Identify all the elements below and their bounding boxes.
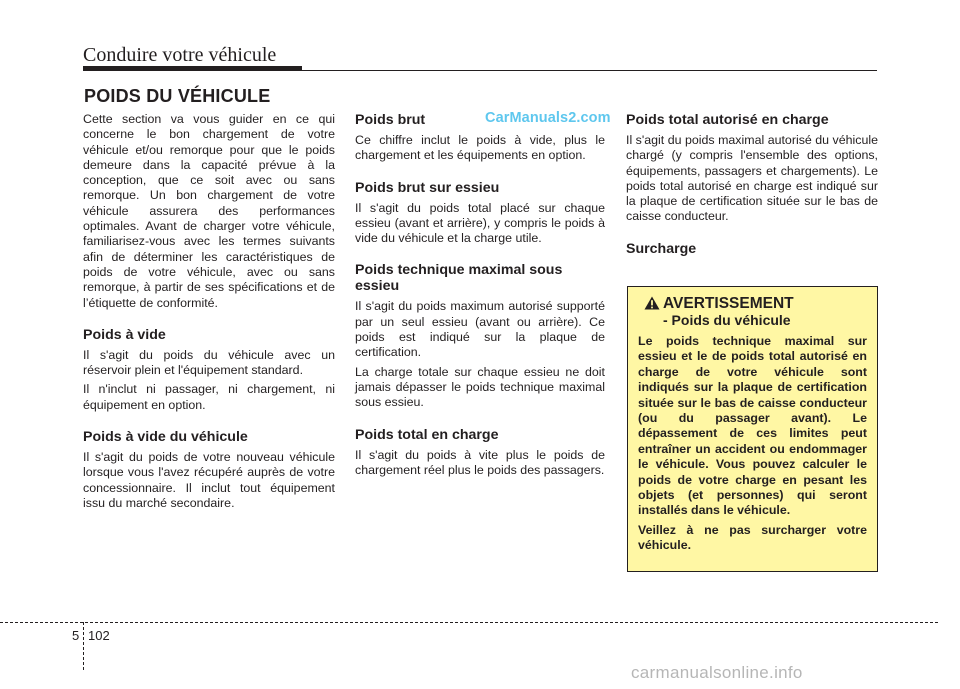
paragraph-poids-total-en-charge: Il s'agit du poids à vite plus le poids de chargement réel plus le poids des passagers. <box>355 447 605 477</box>
warning-subtitle: - Poids du véhicule <box>663 312 791 328</box>
warning-triangle-icon <box>644 296 660 310</box>
footer-dashed-rule <box>0 622 938 623</box>
paragraph-poids-brut-essieu: Il s'agit du poids total placé sur chaque essieu (avant et arrière), y compris le poids à vide du véhicule et la charge utile. <box>355 200 605 246</box>
paragraph-poids-total-autorise: Il s'agit du poids maximal autorisé du véhicule chargé (y compris l'ensemble des options, équipements, passagers et chargements). Le poids total autorisé en charge est indiqué sur la plaque de certification située sur le bas de caisse conducteur. <box>626 133 878 224</box>
paragraph-poids-brut: Ce chiffre inclut le poids à vide, plus le chargement et les équipements en option. <box>355 133 605 163</box>
page-number: 102 <box>88 628 110 643</box>
heading-surcharge: Surcharge <box>626 240 697 257</box>
paragraph-poids-technique-maximal-1: Il s'agit du poids maximum autorisé supporté par un seul essieu (avant ou arrière). Ce poids est indiqué sur la plaque de certification. <box>355 299 605 360</box>
running-header-title: Conduire votre véhicule <box>83 44 277 66</box>
heading-poids-a-vide: Poids à vide <box>83 326 166 343</box>
warning-header <box>638 295 867 312</box>
intro-paragraph: Cette section va vous guider en ce qui concerne le bon chargement de votre véhicule et/ou remorque pour que le poids demeure dans la capacité prévue à la conception, que ce soit avec ou sans remorque. Un bon chargement de votre véhicule assurera des performances optimales. Avant de charger votre véhicule, familiarisez-vous avec les termes suivants afin de déterminer les caractéristiques de poids de votre véhicule, avec ou sans remorque, à partir de ses spécifications et de l’étiquette de conformité. <box>83 112 335 310</box>
paragraph-poids-a-vide-2: Il n'inclut ni passager, ni chargement, ni équipement en option. <box>83 382 335 412</box>
heading-poids-total-en-charge: Poids total en charge <box>355 426 499 443</box>
heading-poids-brut-essieu: Poids brut sur essieu <box>355 179 500 196</box>
section-title: POIDS DU VÉHICULE <box>84 86 271 106</box>
heading-poids-total-autorise: Poids total autorisé en charge <box>626 112 829 128</box>
paragraph-poids-a-vide-1: Il s'agit du poids du véhicule avec un réservoir plein et l'équipement standard. <box>83 347 335 378</box>
chapter-number: 5 <box>72 628 80 643</box>
heading-poids-a-vide-vehicule: Poids à vide du véhicule <box>83 429 248 446</box>
heading-poids-brut: Poids brut <box>355 112 426 128</box>
warning-box <box>627 286 878 572</box>
footer-watermark-link[interactable]: carmanualsonline.info <box>631 663 803 682</box>
warning-title: AVERTISSEMENT <box>663 295 794 312</box>
watermark-link[interactable]: CarManuals2.com <box>485 110 611 126</box>
header-rule-thin <box>83 70 877 71</box>
warning-paragraph-1: Le poids technique maximal sur essieu et le de poids total autorisé en charge de votre véhicule sont indiqués sur la plaque de certification située sur le bas de caisse conducteur (ou du passager avant). Le dépassement de ces limites peut entraîner un accident ou endommager le véhicule. Vous pouvez calculer le poids de votre charge en pesant les objets (et personnes) qui seront installés dans le véhicule. <box>638 334 867 518</box>
heading-poids-technique-maximal: Poids technique maximal sous essieu <box>355 262 563 295</box>
column-middle <box>355 112 605 482</box>
paragraph-poids-technique-maximal-2: La charge totale sur chaque essieu ne doit jamais dépasser le poids technique maximal sous essieu. <box>355 364 605 410</box>
column-left <box>83 112 335 515</box>
footer-dashed-divider <box>83 622 84 670</box>
paragraph-poids-a-vide-vehicule: Il s'agit du poids de votre nouveau véhicule lorsque vous l'avez récupéré auprès de votre concessionnaire. Il inclut tout équipement issu du marché secondaire. <box>83 450 335 510</box>
column-right <box>626 112 878 262</box>
warning-paragraph-2: Veillez à ne pas surcharger votre véhicule. <box>638 522 867 553</box>
